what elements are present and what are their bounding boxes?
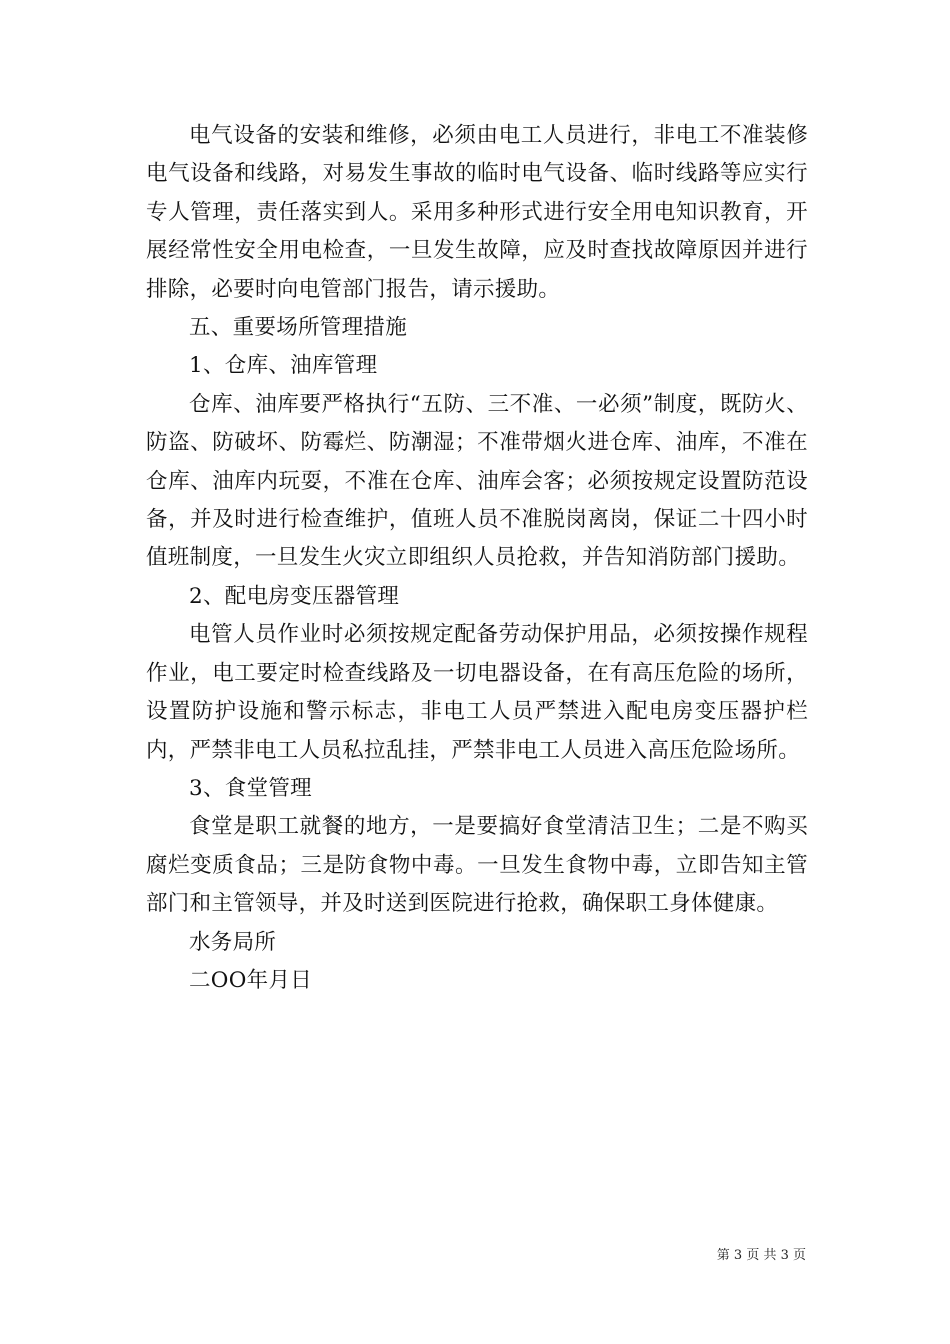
page-number-footer: 第 3 页 共 3 页 <box>716 1248 806 1263</box>
section-heading-key-places: 五、重要场所管理措施 <box>189 315 408 341</box>
subheading-substation: 2、配电房变压器管理 <box>189 583 400 609</box>
paragraph-substation: 电管人员作业时必须按规定配备劳动保护用品，必须按操作规程作业，电工要定时检查线路及一切电器设备，在有高压危险的场所，设置防护设施和警示标志，非电工人员严禁进入配电房变压器护栏内，严禁非电工人员私拉乱挂，严禁非电工人员进入高压危险场所。 <box>146 622 808 763</box>
signature-organization: 水务局所 <box>189 929 277 955</box>
paragraph-electrical-maintenance: 电气设备的安装和维修，必须由电工人员进行，非电工不准装修电气设备和线路，对易发生事故的临时电气设备、临时线路等应实行专人管理，责任落实到人。采用多种形式进行安全用电知识教育，开展经常性安全用电检查，一旦发生故障，应及时查找故障原因并进行排除，必要时向电管部门报告，请示援助。 <box>146 123 808 302</box>
paragraph-warehouse: 仓库、油库要严格执行“五防、三不准、一必须”制度，既防火、防盗、防破坏、防霉烂、防潮湿；不准带烟火进仓库、油库，不准在仓库、油库内玩耍，不准在仓库、油库会客；必须按规定设置防范设备，并及时进行检查维护，值班人员不准脱岗离岗，保证二十四小时值班制度，一旦发生火灾立即组织人员抢救，并告知消防部门援助。 <box>146 391 808 571</box>
subheading-canteen: 3、食堂管理 <box>189 775 312 801</box>
signature-date: 二OO年月日 <box>189 967 313 993</box>
subheading-warehouse: 1、仓库、油库管理 <box>189 353 378 379</box>
paragraph-canteen: 食堂是职工就餐的地方，一是要搞好食堂清洁卫生；二是不购买腐烂变质食品；三是防食物中毒。一旦发生食物中毒，立即告知主管部门和主管领导，并及时送到医院进行抢救，确保职工身体健康。 <box>146 814 808 917</box>
document-body <box>146 117 808 1000</box>
